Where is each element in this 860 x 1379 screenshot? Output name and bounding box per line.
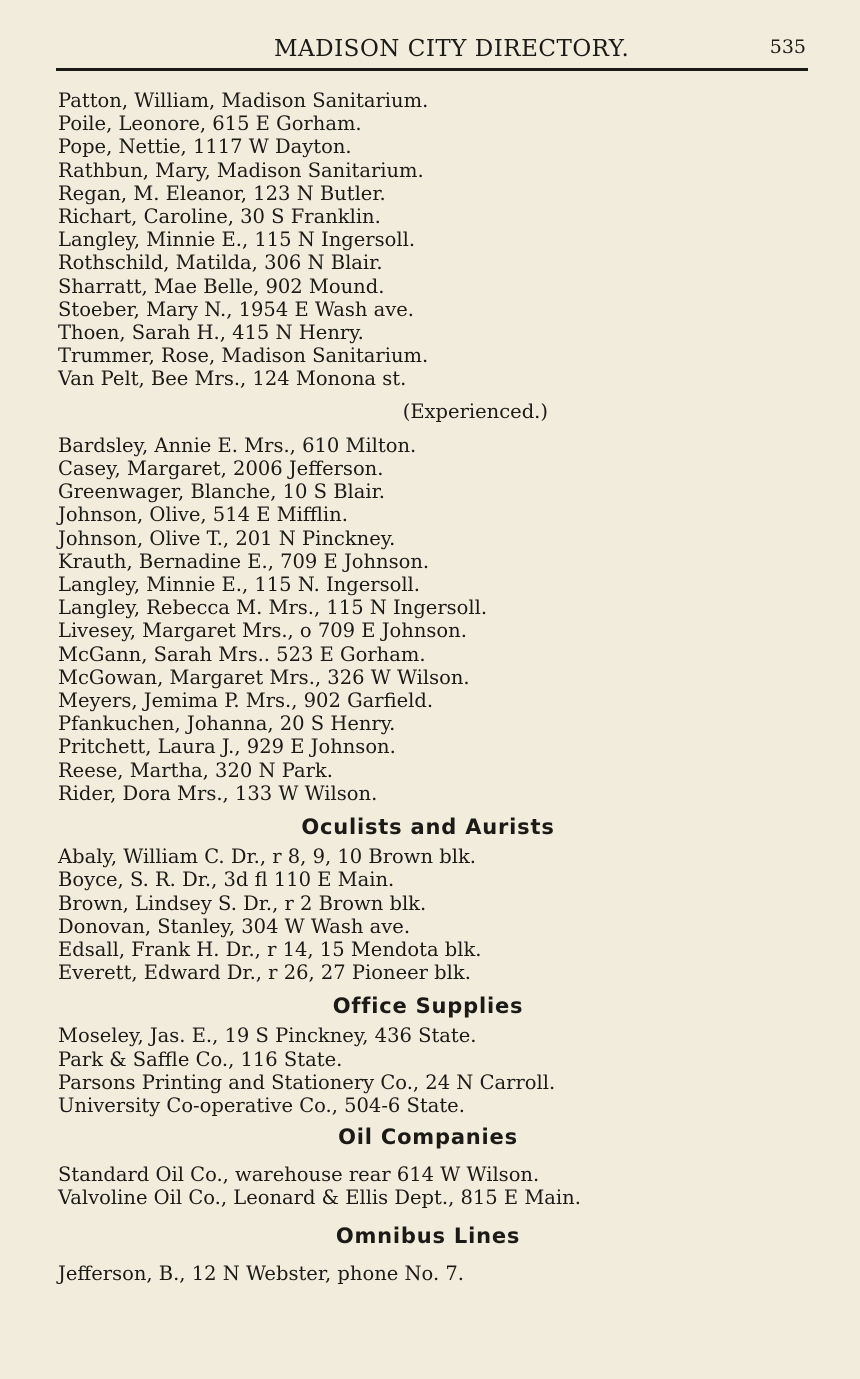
directory-entry: Sharratt, Mae Belle, 902 Mound. — [58, 274, 385, 298]
category-heading: Oil Companies — [338, 1125, 518, 1150]
directory-entry: University Co-operative Co., 504-6 State. — [58, 1093, 465, 1117]
directory-entry: Moseley, Jas. E., 19 S Pinckney, 436 State. — [58, 1024, 477, 1048]
directory-entry: Langley, Minnie E., 115 N. Ingersoll. — [58, 573, 420, 597]
section-office — [58, 994, 818, 1117]
directory-entry: Reese, Martha, 320 N Park. — [58, 758, 333, 782]
directory-entry: Johnson, Olive, 514 E Mifflin. — [58, 503, 348, 527]
directory-entry: Johnson, Olive T., 201 N Pinckney. — [58, 526, 396, 550]
category-entry-list — [58, 1024, 818, 1117]
category-entry-list — [58, 845, 818, 984]
category-entry-list — [58, 1262, 818, 1285]
category-sections — [58, 815, 818, 1285]
directory-entry: Rider, Dora Mrs., 133 W Wilson. — [58, 781, 378, 805]
continued-entry-list — [58, 89, 818, 391]
directory-entry: Edsall, Frank H. Dr., r 14, 15 Mendota blk. — [58, 937, 482, 961]
directory-entry: Brown, Lindsey S. Dr., r 2 Brown blk. — [58, 891, 427, 915]
directory-entry: Jefferson, B., 12 N Webster, phone No. 7. — [58, 1261, 464, 1285]
directory-content — [58, 89, 818, 1285]
directory-entry: Livesey, Margaret Mrs., o 709 E Johnson. — [58, 619, 467, 643]
directory-entry: Park & Saffle Co., 116 State. — [58, 1047, 343, 1071]
experienced-entry-list — [58, 434, 818, 805]
directory-entry: Langley, Minnie E., 115 N Ingersoll. — [58, 228, 416, 252]
directory-entry: Trummer, Rose, Madison Sanitarium. — [58, 344, 429, 368]
directory-entry: Regan, M. Eleanor, 123 N Butler. — [58, 181, 386, 205]
directory-entry: Boyce, S. R. Dr., 3d fl 110 E Main. — [58, 868, 395, 892]
section-omnibus — [58, 1224, 818, 1285]
directory-entry: Patton, William, Madison Sanitarium. — [58, 89, 429, 112]
directory-entry: Pope, Nettie, 1117 W Dayton. — [58, 135, 352, 159]
page-header — [56, 34, 808, 74]
directory-entry: Krauth, Bernadine E., 709 E Johnson. — [58, 549, 430, 573]
directory-entry: Bardsley, Annie E. Mrs., 610 Milton. — [58, 433, 417, 457]
category-entry-list — [58, 1163, 818, 1209]
directory-entry: Van Pelt, Bee Mrs., 124 Monona st. — [58, 367, 407, 391]
directory-entry: Langley, Rebecca M. Mrs., 115 N Ingersoll. — [58, 596, 488, 620]
directory-entry: Everett, Edward Dr., r 26, 27 Pioneer blk. — [58, 961, 471, 985]
directory-entry: Donovan, Stanley, 304 W Wash ave. — [58, 914, 411, 938]
section-oil — [58, 1125, 818, 1209]
header-rule — [56, 68, 808, 71]
page-number: 535 — [769, 36, 806, 58]
directory-entry: Meyers, Jemima P. Mrs., 902 Garfield. — [58, 689, 434, 713]
directory-entry: Thoen, Sarah H., 415 N Henry. — [58, 321, 364, 345]
directory-entry: Casey, Margaret, 2006 Jefferson. — [58, 457, 384, 481]
category-heading: Omnibus Lines — [335, 1223, 521, 1248]
running-head-title: MADISON CITY DIRECTORY. — [274, 36, 630, 62]
directory-entry: Greenwager, Blanche, 10 S Blair. — [58, 480, 385, 504]
directory-entry: Stoeber, Mary N., 1954 E Wash ave. — [58, 297, 414, 321]
category-heading: Oculists and Aurists — [301, 815, 555, 840]
directory-entry: Abaly, William C. Dr., r 8, 9, 10 Brown blk. — [58, 845, 476, 869]
experienced-subheading: (Experienced.) — [402, 399, 548, 423]
directory-entry: Pfankuchen, Johanna, 20 S Henry. — [58, 712, 396, 736]
category-heading: Office Supplies — [332, 994, 524, 1019]
directory-entry: Rathbun, Mary, Madison Sanitarium. — [58, 158, 424, 182]
section-oculists — [58, 815, 818, 984]
directory-entry: Parsons Printing and Stationery Co., 24 N Carroll. — [58, 1070, 556, 1094]
directory-entry: Valvoline Oil Co., Leonard & Ellis Dept., 815 E Main. — [58, 1186, 581, 1210]
directory-entry: McGowan, Margaret Mrs., 326 W Wilson. — [58, 665, 470, 689]
directory-entry: McGann, Sarah Mrs.. 523 E Gorham. — [58, 642, 426, 666]
directory-entry: Rothschild, Matilda, 306 N Blair. — [58, 251, 383, 275]
directory-entry: Richart, Caroline, 30 S Franklin. — [58, 205, 381, 229]
directory-entry: Poile, Leonore, 615 E Gorham. — [58, 112, 362, 136]
directory-entry: Pritchett, Laura J., 929 E Johnson. — [58, 735, 396, 759]
directory-entry: Standard Oil Co., warehouse rear 614 W Wilson. — [58, 1163, 540, 1187]
